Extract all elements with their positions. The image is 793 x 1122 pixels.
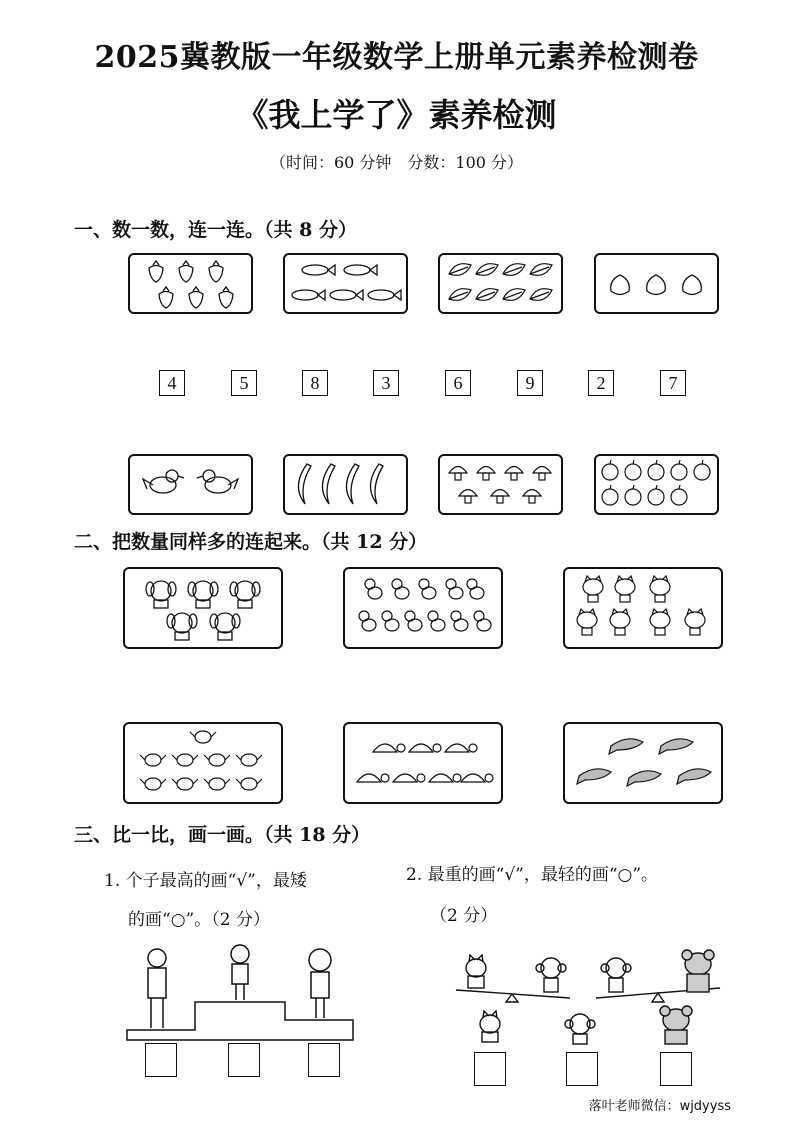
page-subtitle: 《我上学了》素养检测: [236, 96, 557, 134]
turtle-icon: [345, 724, 501, 802]
answer-box-bear[interactable]: [660, 1052, 692, 1086]
apple-icon: [596, 456, 717, 513]
fish-icon: [285, 255, 406, 312]
turtle-box: [343, 722, 503, 804]
bird-icon: [130, 456, 251, 513]
strawberry-box: [128, 253, 253, 314]
section3-heading: 三、比一比，画一画。（共 18 分）: [74, 824, 371, 846]
footer-credit: 落叶老师微信：wjdyyss: [588, 1099, 731, 1114]
banana-box: [283, 454, 408, 515]
number-box: 5: [231, 370, 257, 396]
number-box: 6: [445, 370, 471, 396]
answer-box-child-3[interactable]: [308, 1043, 340, 1077]
question2-line1: 2. 最重的画“√”，最轻的画“○”。: [406, 865, 659, 885]
mushroom-icon: [440, 456, 561, 513]
question1-line2: 的画“○”。（2 分）: [128, 910, 270, 930]
dolphin-icon: [565, 724, 721, 802]
mushroom-box: [438, 454, 563, 515]
chick-icon: [345, 569, 501, 647]
number-box: 3: [373, 370, 399, 396]
question2-line2: （2 分）: [430, 906, 498, 926]
answer-box-child-1[interactable]: [145, 1043, 177, 1077]
leaf-box: [438, 253, 563, 314]
children-height-illustration: [125, 940, 355, 1040]
fish-box: [283, 253, 408, 314]
kitten-icon: [565, 569, 721, 647]
puppy-box: [123, 567, 283, 649]
number-box: 9: [517, 370, 543, 396]
puppy-icon: [125, 569, 281, 647]
page-title: 2025冀教版一年级数学上册单元素养检测卷: [94, 40, 699, 75]
question1-line1: 1. 个子最高的画“√”，最矮: [104, 871, 307, 891]
section2-heading: 二、把数量同样多的连起来。（共 12 分）: [74, 531, 428, 553]
apple-box: [594, 454, 719, 515]
leaf-icon: [440, 255, 561, 312]
peach-box: [594, 253, 719, 314]
peach-icon: [596, 255, 717, 312]
banana-icon: [285, 456, 406, 513]
crab-box: [123, 722, 283, 804]
number-box: 2: [588, 370, 614, 396]
number-box: 4: [159, 370, 185, 396]
crab-icon: [125, 724, 281, 802]
answer-box-monkey[interactable]: [566, 1052, 598, 1086]
number-box: 8: [302, 370, 328, 396]
bird-box: [128, 454, 253, 515]
number-box: 7: [660, 370, 686, 396]
chick-box: [343, 567, 503, 649]
kitten-box: [563, 567, 723, 649]
dolphin-box: [563, 722, 723, 804]
section1-heading: 一、数一数，连一连。（共 8 分）: [74, 219, 357, 241]
answer-box-cat[interactable]: [474, 1052, 506, 1086]
answer-box-child-2[interactable]: [228, 1043, 260, 1077]
strawberry-icon: [130, 255, 251, 312]
animal-weight-illustration: [448, 940, 728, 1060]
exam-info: （时间：60 分钟 分数：100 分）: [269, 153, 524, 172]
